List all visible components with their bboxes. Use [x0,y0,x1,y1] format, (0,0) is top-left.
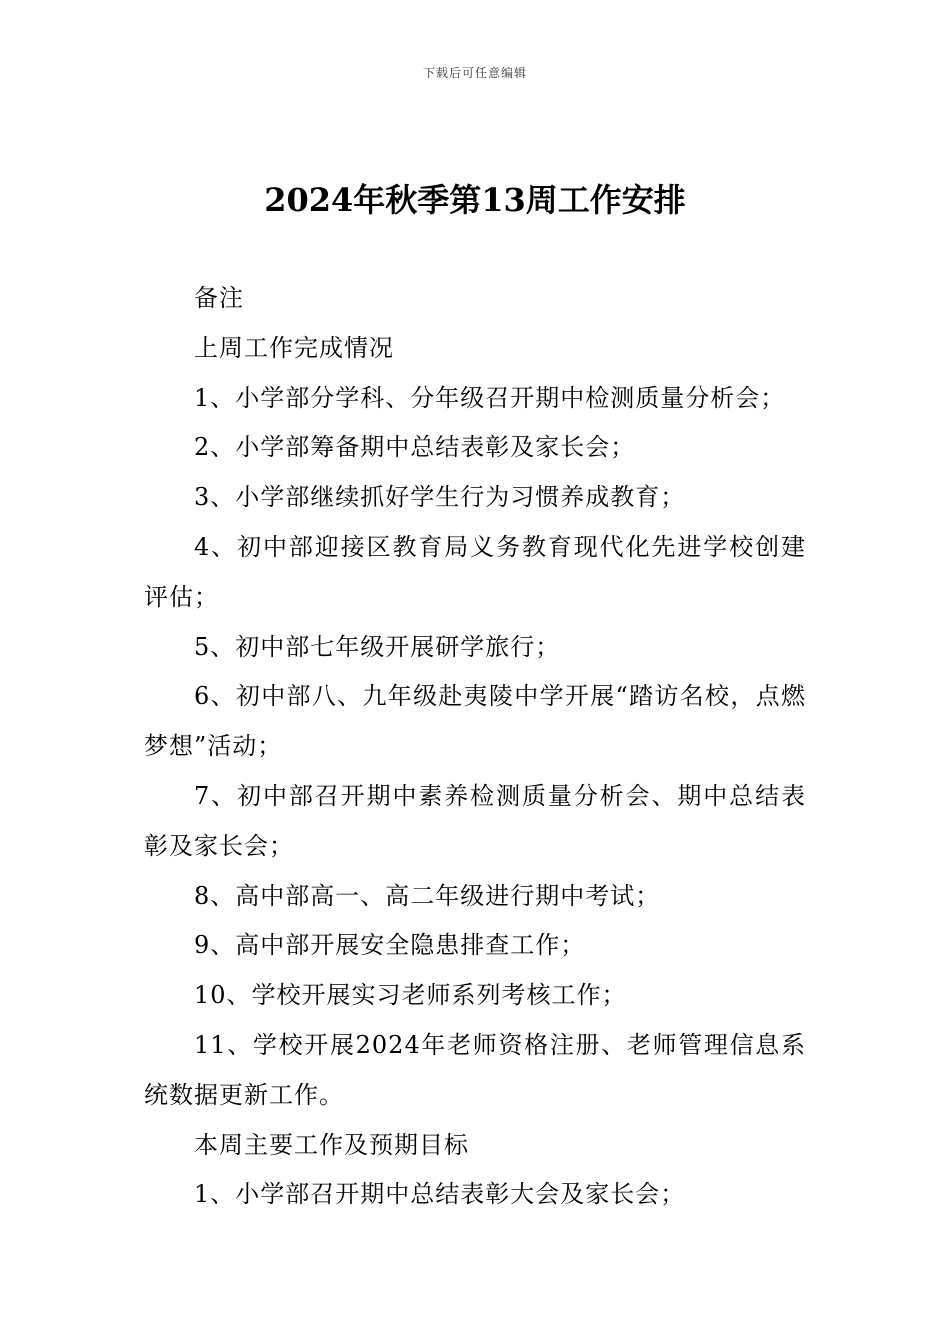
list-item: 8、高中部高一、高二年级进行期中考试； [194,881,661,910]
note-heading: 备注 [194,284,244,312]
list-item: 11、学校开展2024年老师资格注册、老师管理信息系统数据更新工作。 [144,1030,806,1109]
section-heading-last-week: 上周工作完成情况 [194,333,394,362]
list-item: 5、初中部七年级开展研学旅行； [194,632,561,661]
list-item: 6、初中部八、九年级赴夷陵中学开展“踏访名校，点燃梦想”活动； [144,682,806,761]
document-title: 2024年秋季第13周工作安排 [264,181,686,219]
document-body [144,274,806,1220]
list-item: 7、初中部召开期中素养检测质量分析会、期中总结表彰及家长会； [144,781,806,860]
list-item: 2、小学部筹备期中总结表彰及家长会； [194,433,636,462]
list-item: 4、初中部迎接区教育局义务教育现代化先进学校创建评估； [144,532,806,611]
header-note: 下载后可任意编辑 [422,66,527,80]
list-item: 10、学校开展实习老师系列考核工作； [194,981,627,1010]
section-heading-this-week: 本周主要工作及预期目标 [194,1130,469,1159]
list-item: 1、小学部召开期中总结表彰大会及家长会； [194,1180,686,1209]
list-item: 9、高中部开展安全隐患排查工作； [194,931,586,960]
list-item: 1、小学部分学科、分年级召开期中检测质量分析会； [194,383,786,412]
list-item: 3、小学部继续抓好学生行为习惯养成教育； [194,483,686,512]
